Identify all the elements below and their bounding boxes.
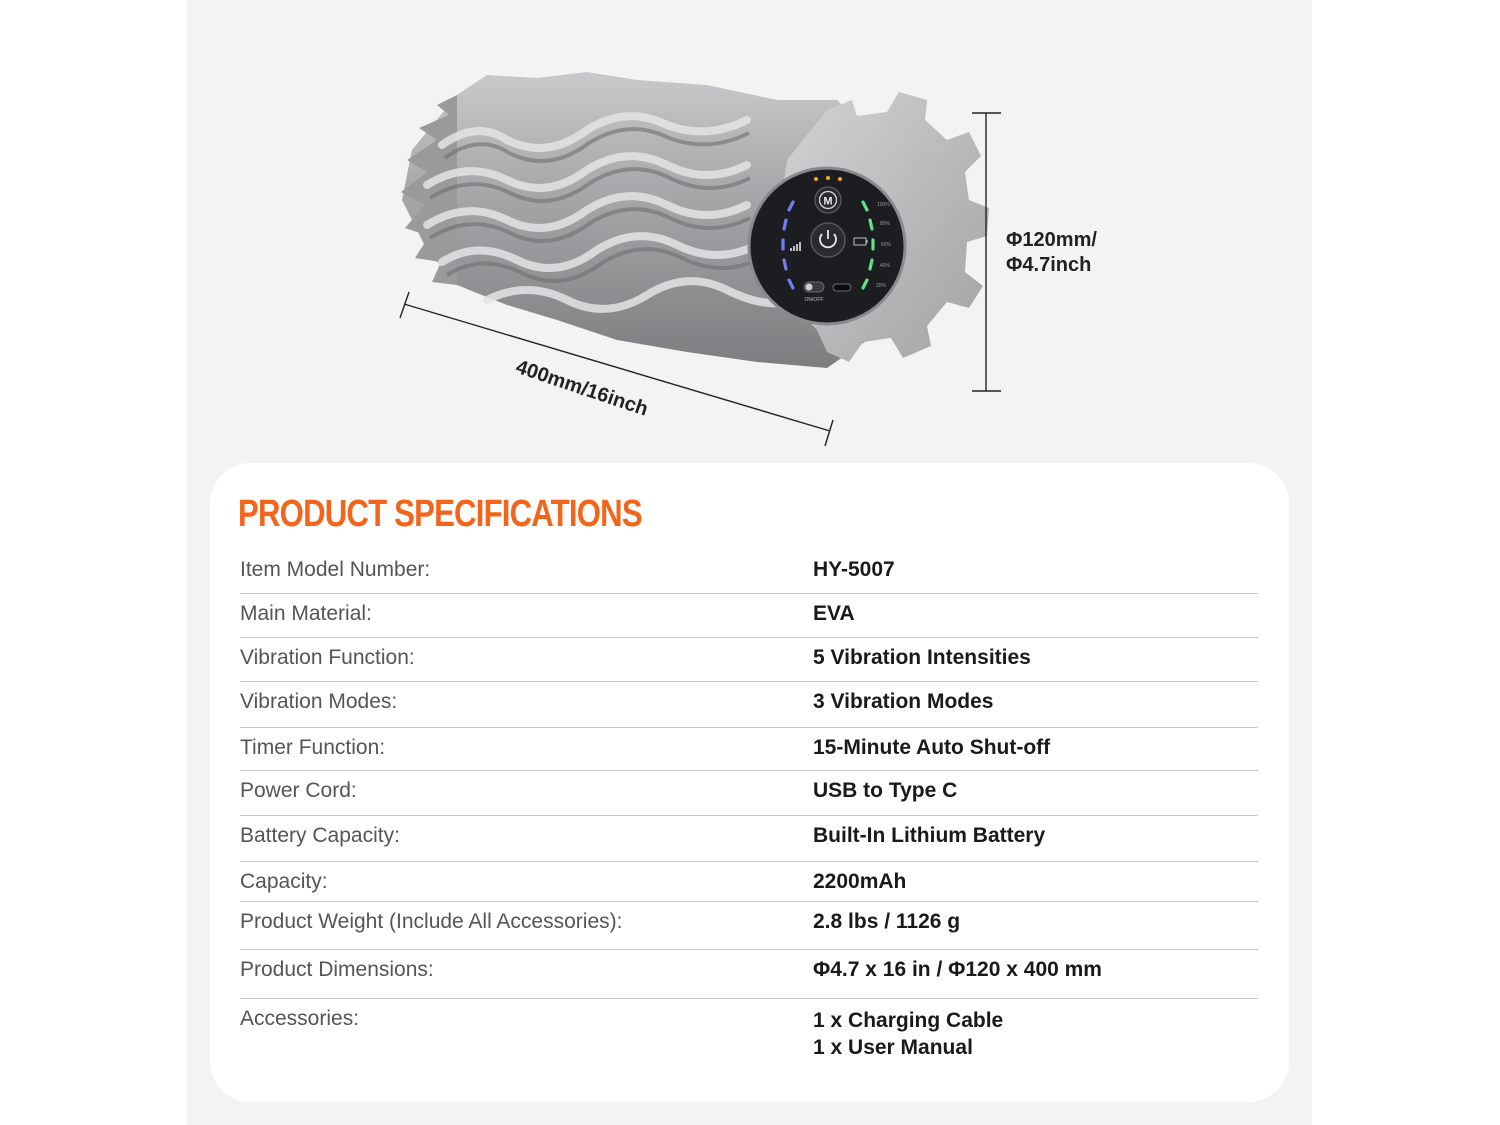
on-off-label: ON/OFF	[804, 297, 824, 303]
spec-label: Product Dimensions:	[240, 958, 434, 981]
diameter-label	[1006, 228, 1097, 278]
spec-value: Φ4.7 x 16 in / Φ120 x 400 mm	[813, 958, 1102, 981]
spec-row	[240, 999, 1258, 1071]
foam-roller-image	[187, 0, 1312, 460]
spec-value: USB to Type C	[813, 779, 958, 802]
level-mark: 60%	[881, 242, 892, 248]
spec-label: Capacity:	[240, 870, 328, 893]
spec-row	[240, 771, 1258, 816]
spec-row	[240, 550, 1258, 594]
spec-value: 2.8 lbs / 1126 g	[813, 910, 961, 933]
spec-row	[240, 902, 1258, 950]
spec-value: HY-5007	[813, 558, 895, 581]
spec-label: Vibration Modes:	[240, 690, 398, 713]
mode-indicator-dot	[826, 176, 830, 180]
spec-label: Vibration Function:	[240, 646, 415, 669]
level-mark: 40%	[880, 263, 891, 269]
spec-label: Power Cord:	[240, 779, 357, 802]
spec-row	[240, 594, 1258, 638]
level-mark: 80%	[880, 221, 891, 227]
mode-indicator-dot	[814, 177, 818, 181]
spec-value-line: 1 x User Manual	[813, 1036, 973, 1059]
spec-row	[240, 682, 1258, 728]
spec-label: Main Material:	[240, 602, 372, 625]
mode-button-label: M	[823, 195, 833, 208]
length-label: 400mm/16inch	[513, 356, 651, 421]
spec-row	[240, 728, 1258, 771]
usb-c-port	[833, 284, 851, 291]
spec-value: 3 Vibration Modes	[813, 690, 994, 713]
level-mark: 20%	[876, 283, 887, 289]
specifications-card	[210, 463, 1289, 1102]
spec-value	[813, 999, 1258, 1061]
spec-value: 2200mAh	[813, 870, 907, 893]
mode-indicator-dot	[838, 177, 842, 181]
spec-label: Product Weight (Include All Accessories):	[240, 910, 623, 933]
spec-value: Built-In Lithium Battery	[813, 824, 1046, 847]
spec-label: Timer Function:	[240, 736, 386, 759]
diameter-label-line2: Φ4.7inch	[1006, 254, 1092, 276]
spec-row	[240, 862, 1258, 902]
spec-value-line: 1 x Charging Cable	[813, 1009, 1004, 1032]
spec-label: Battery Capacity:	[240, 824, 400, 847]
spec-label: Accessories:	[240, 1007, 360, 1030]
product-illustration	[187, 0, 1312, 460]
spec-row	[240, 638, 1258, 682]
specifications-table	[240, 550, 1258, 1071]
specifications-title: PRODUCT SPECIFICATIONS	[238, 493, 642, 535]
diameter-label-line1: Φ120mm/	[1006, 229, 1097, 251]
spec-row	[240, 950, 1258, 999]
spec-value: 5 Vibration Intensities	[813, 646, 1031, 669]
power-button[interactable]	[811, 223, 845, 257]
level-mark: 100%	[877, 202, 890, 208]
spec-row	[240, 816, 1258, 862]
spec-label: Item Model Number:	[240, 558, 431, 581]
spec-value: 15-Minute Auto Shut-off	[813, 736, 1051, 759]
mode-button[interactable]	[815, 187, 841, 213]
spec-value: EVA	[813, 602, 855, 625]
